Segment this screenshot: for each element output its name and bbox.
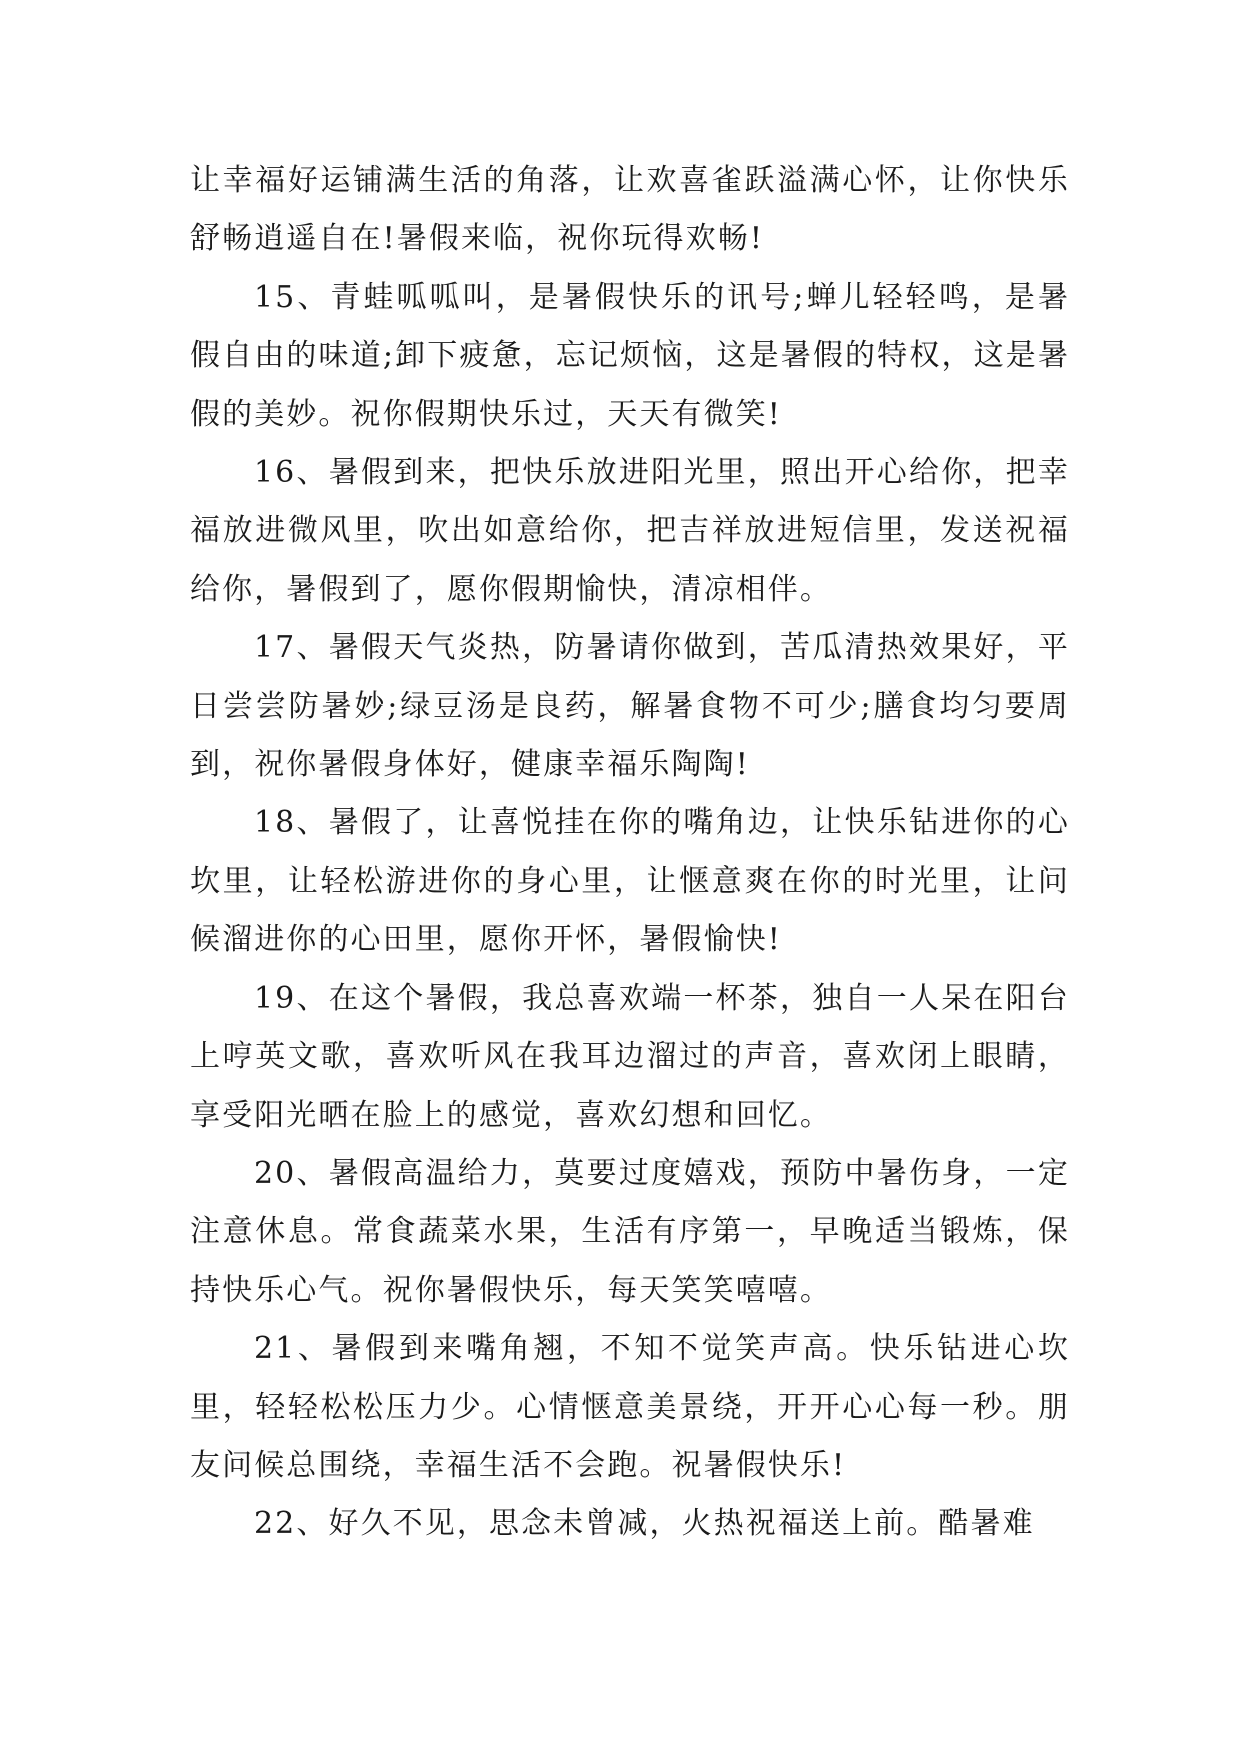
body-text <box>190 152 1070 1554</box>
paragraph-continuation: 让幸福好运铺满生活的角落，让欢喜雀跃溢满心怀，让你快乐舒畅逍遥自在!暑假来临，祝你玩得欢畅! <box>190 163 1070 257</box>
paragraph-17: 17、暑假天气炎热，防暑请你做到，苦瓜清热效果好，平日尝尝防暑妙;绿豆汤是良药，解暑食物不可少;膳食均匀要周到，祝你暑假身体好，健康幸福乐陶陶! <box>190 630 1070 783</box>
paragraph-21: 21、暑假到来嘴角翘，不知不觉笑声高。快乐钻进心坎里，轻轻松松压力少。心情惬意美景绕，开开心心每一秒。朋友问候总围绕，幸福生活不会跑。祝暑假快乐! <box>190 1331 1070 1483</box>
paragraph-15: 15、青蛙呱呱叫，是暑假快乐的讯号;蝉儿轻轻鸣，是暑假自由的味道;卸下疲惫，忘记烦恼，这是暑假的特权，这是暑假的美妙。祝你假期快乐过，天天有微笑! <box>190 279 1070 432</box>
paragraph-18: 18、暑假了，让喜悦挂在你的嘴角边，让快乐钻进你的心坎里，让轻松游进你的身心里，让惬意爽在你的时光里，让问候溜进你的心田里，愿你开怀，暑假愉快! <box>190 805 1070 958</box>
paragraph-20: 20、暑假高温给力，莫要过度嬉戏，预防中暑伤身，一定注意休息。常食蔬菜水果，生活有序第一，早晚适当锻炼，保持快乐心气。祝你暑假快乐，每天笑笑嘻嘻。 <box>190 1155 1070 1308</box>
paragraph-22: 22、好久不见，思念未曾减，火热祝福送上前。酷暑难 <box>254 1506 1035 1542</box>
paragraph-16: 16、暑假到来，把快乐放进阳光里，照出开心给你，把幸福放进微风里，吹出如意给你，把吉祥放进短信里，发送祝福给你，暑假到了，愿你假期愉快，清凉相伴。 <box>190 455 1070 607</box>
paragraph-19: 19、在这个暑假，我总喜欢端一杯茶，独自一人呆在阳台上哼英文歌，喜欢听风在我耳边溜过的声音，喜欢闭上眼睛，享受阳光晒在脸上的感觉，喜欢幻想和回忆。 <box>190 980 1070 1133</box>
